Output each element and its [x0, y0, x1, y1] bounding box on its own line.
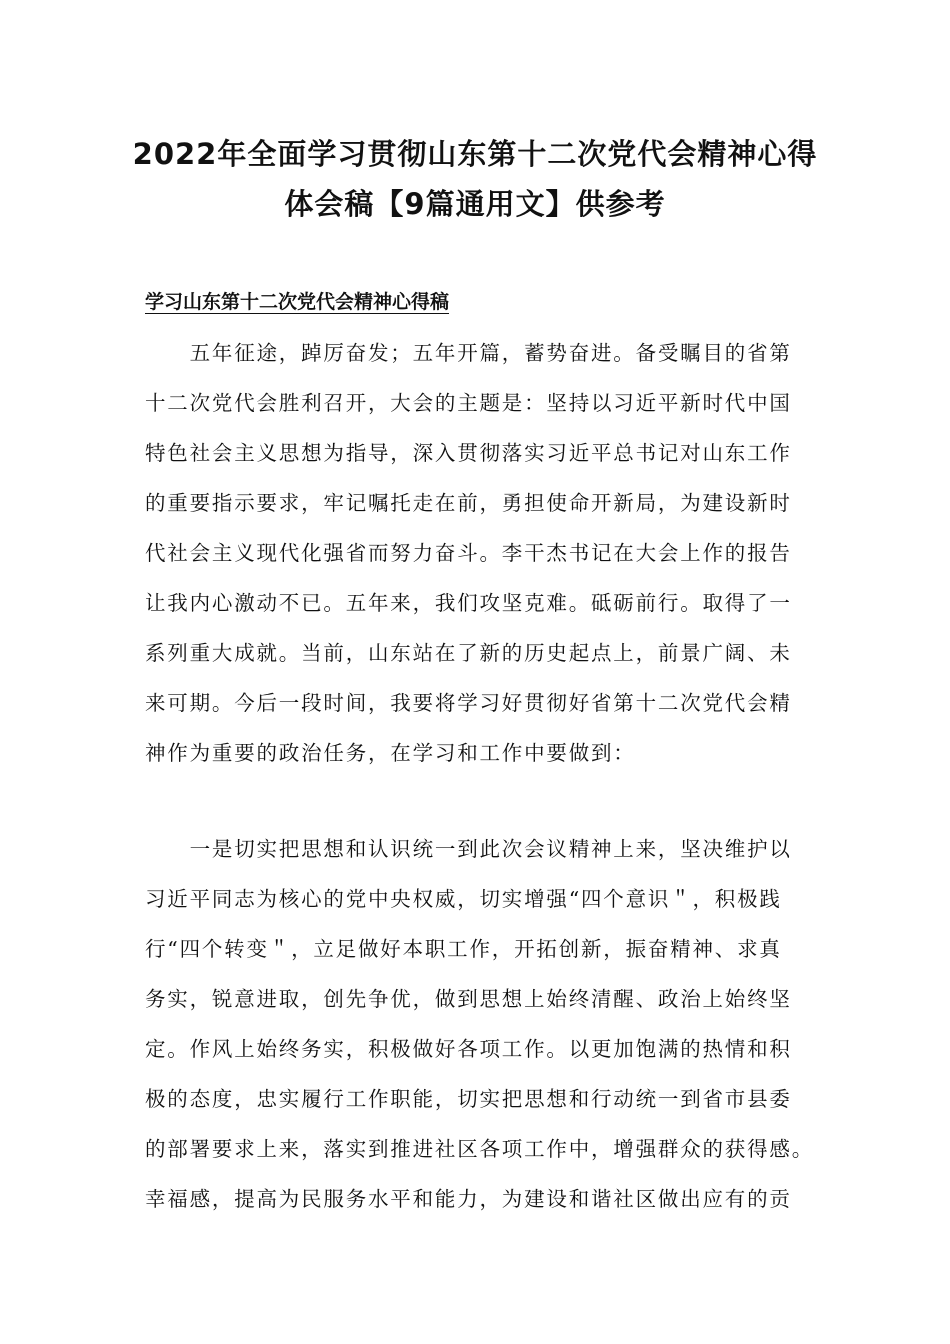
document-title-line-2: 体会稿【9篇通用文】供参考	[284, 187, 666, 221]
paragraph-line: 幸福感，提高为民服务水平和能力，为建设和谐社区做出应有的贡	[145, 1187, 792, 1211]
paragraph-1	[145, 328, 825, 778]
paragraph-line: 来可期。今后一段时间，我要将学习好贯彻好省第十二次党代会精	[145, 691, 792, 715]
paragraph-line: 的部署要求上来，落实到推进社区各项工作中，增强群众的获得感。	[145, 1137, 814, 1161]
paragraph-line: 的重要指示要求，牢记嘱托走在前，勇担使命开新局，为建设新时	[145, 491, 792, 515]
paragraph-line: 代社会主义现代化强省而努力奋斗。李干杰书记在大会上作的报告	[145, 541, 792, 565]
paragraph-line: 极的态度，忠实履行工作职能，切实把思想和行动统一到省市县委	[145, 1087, 792, 1111]
paragraph-line: 系列重大成就。当前，山东站在了新的历史起点上，前景广阔、未	[145, 641, 792, 665]
paragraph-line: 特色社会主义思想为指导，深入贯彻落实习近平总书记对山东工作	[145, 441, 792, 465]
paragraph-line: 一是切实把思想和认识统一到此次会议精神上来，坚决维护以	[145, 837, 792, 861]
paragraph-line: 五年征途，踔厉奋发；五年开篇，蓄势奋进。备受瞩目的省第	[145, 341, 792, 365]
paragraph-line: 务实，锐意进取，创先争优，做到思想上始终清醒、政治上始终坚	[145, 987, 792, 1011]
paragraph-line: 让我内心激动不已。五年来，我们攻坚克难。砥砺前行。取得了一	[145, 591, 792, 615]
section-heading: 学习山东第十二次党代会精神心得稿	[145, 291, 450, 313]
document-title-line-1: 2022年全面学习贯彻山东第十二次党代会精神心得	[132, 137, 818, 171]
paragraph-2	[145, 824, 825, 1224]
paragraph-line: 行“四个转变＂，立足做好本职工作，开拓创新，振奋精神、求真	[145, 937, 782, 961]
paragraph-line: 神作为重要的政治任务，在学习和工作中要做到：	[145, 741, 636, 765]
paragraph-line: 十二次党代会胜利召开，大会的主题是：坚持以习近平新时代中国	[145, 391, 792, 415]
paragraph-line: 习近平同志为核心的党中央权威，切实增强“四个意识＂，积极践	[145, 887, 782, 911]
paragraph-line: 定。作风上始终务实，积极做好各项工作。以更加饱满的热情和积	[145, 1037, 792, 1061]
